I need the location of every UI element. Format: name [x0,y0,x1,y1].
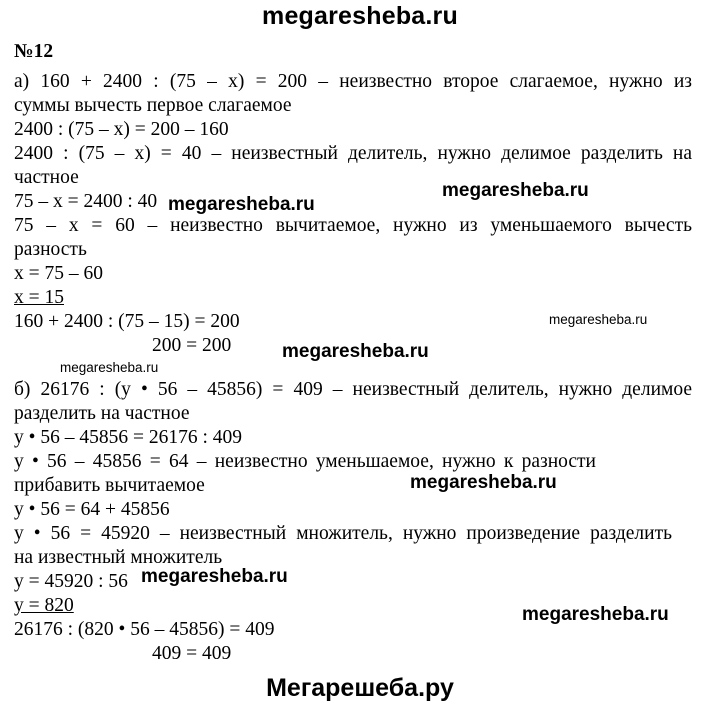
watermark: megaresheba.ru [168,194,315,215]
watermark: megaresheba.ru [410,472,557,493]
watermark: megaresheba.ru [442,180,589,201]
solution-line: y • 56 = 64 + 45856 [14,499,170,520]
solution-line: б) 26176 : (y • 56 – 45856) = 409 – неизвестный делитель, нужно делимое [14,379,692,400]
solution-line: прибавить вычитаемое [14,475,205,496]
site-footer: Мегарешеба.ру [266,674,454,702]
check-line: 409 = 409 [152,643,232,664]
solution-line: 75 – x = 60 – неизвестно вычитаемое, нужно из уменьшаемого вычесть [14,215,692,236]
solution-line: а) 160 + 2400 : (75 – x) = 200 – неизвестно второе слагаемое, нужно из [14,71,692,92]
answer-line: y = 820 [14,595,74,616]
solution-line: на известный множитель [14,547,223,568]
solution-line: y • 56 = 45920 – неизвестный множитель, нужно произведение разделить [14,523,672,544]
solution-line: разность [14,239,87,260]
watermark: megaresheba.ru [60,360,159,375]
solution-line: x = 75 – 60 [14,263,103,284]
solution-line: разделить на частное [14,403,190,424]
check-line: 160 + 2400 : (75 – 15) = 200 [14,311,240,332]
problem-number: №12 [14,41,54,62]
solution-line: частное [14,167,79,188]
solution-line: y • 56 – 45856 = 64 – неизвестно уменьшаемое, нужно к разности [14,451,596,472]
watermark: megaresheba.ru [522,604,669,625]
check-line: 200 = 200 [152,335,232,356]
check-line: 26176 : (820 • 56 – 45856) = 409 [14,619,275,640]
site-header: megaresheba.ru [262,2,458,30]
solution-line: суммы вычесть первое слагаемое [14,95,292,116]
watermark: megaresheba.ru [549,312,648,327]
solution-line: y = 45920 : 56 [14,571,128,592]
watermark: megaresheba.ru [141,566,288,587]
solution-line: 2400 : (75 – x) = 200 – 160 [14,119,229,140]
solution-line: 75 – x = 2400 : 40 [14,191,158,212]
watermark: megaresheba.ru [282,341,429,362]
answer-line: x = 15 [14,287,64,308]
solution-line: 2400 : (75 – x) = 40 – неизвестный делитель, нужно делимое разделить на [14,143,692,164]
solution-line: y • 56 – 45856 = 26176 : 409 [14,427,242,448]
